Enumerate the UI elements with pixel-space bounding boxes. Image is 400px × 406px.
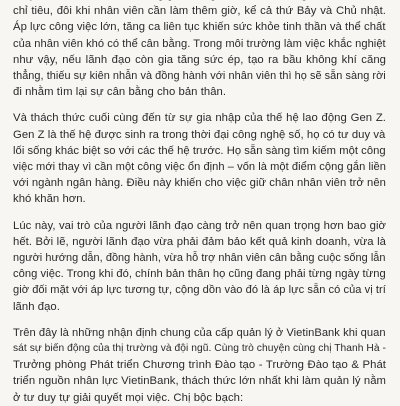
paragraph-spacer (13, 208, 386, 218)
text-line: người hướng dẫn, đồng hành, vừa hỗ trợ nhân viên cân bằng cuộc sống lẫn (13, 252, 386, 265)
text-line: sát sự biến động của thị trường và đội ngũ. Cùng trò chuyện cùng chị Thanh Hà - (13, 343, 386, 355)
paragraph-leader-role (13, 218, 386, 315)
text-line: Trên đây là những nhận định chung của cấp quản lý ở VietinBank khi quan (13, 326, 386, 339)
text-line: với ngành ngân hàng. Điều này khiến cho việc giữ chân nhân viên trở nên (13, 177, 386, 190)
text-line: chỉ tiêu, đôi khi nhân viên cần làm thêm giờ, kể cả thứ Bảy và Chủ nhật. (13, 5, 386, 18)
paragraph-vietinbank (13, 325, 386, 406)
text-line: thẳng, thiếu sự kiên nhẫn và đồng hành với nhân viên thì họ sẽ sẵn sàng rời (13, 70, 386, 83)
paragraph-spacer (13, 315, 386, 325)
paragraph-gen-z (13, 110, 386, 207)
text-line: Áp lực công việc lớn, tăng ca liên tục khiến sức khỏe tinh thần và thể chất (13, 21, 386, 34)
text-line: lãnh đạo. (13, 300, 60, 313)
paragraph-spacer (13, 100, 386, 110)
text-line: Và thách thức cuối cùng đến từ sự gia nhập của thế hệ lao động Gen Z. (13, 112, 386, 125)
text-line: đi nhằm tìm lại sự cân bằng cho bản thân. (13, 86, 227, 99)
text-line: Trưởng phòng Phát triển Chương trình Đào tạo - Trường Đào tạo & Phát (13, 359, 386, 372)
text-line: hết. Bởi lẽ, người lãnh đạo vừa phải đảm bảo kết quả kinh doanh, vừa là (13, 235, 386, 248)
text-line: khó khăn hơn. (13, 193, 86, 206)
text-line: việc mới thay vì cần một công việc ổn định – vốn là một điểm cộng gắn liền (13, 161, 386, 174)
text-line: của nhân viên khó có thể cân bằng. Trong môi trường làm việc khắc nghiệt (13, 37, 386, 50)
text-line: Lúc này, vai trò của người lãnh đạo càng trở nên quan trọng hơn bao giờ (13, 219, 386, 232)
text-line: Gen Z là thế hệ được sinh ra trong thời đại công nghệ số, họ có tư duy và (13, 128, 386, 141)
text-line: giờ đối mặt với áp lực tương tự, cộng dồn vào đó là áp lực sẵn có của vị trí (13, 284, 386, 297)
text-line: lối sống khác biệt so với các thế hệ trước. Họ sẵn sàng tìm kiếm một công (13, 144, 386, 157)
text-line: như vậy, nếu lãnh đạo còn gia tăng sức ép, tạo ra bầu không khí căng (13, 53, 386, 66)
text-line: ở tư duy tự giải quyết mọi việc. Chị bộc bạch: (13, 391, 244, 404)
paragraph-work-life-balance (13, 0, 386, 100)
text-line: triển nguồn nhân lực VietinBank, thách thức lớn nhất khi làm quản lý nằm (13, 375, 386, 388)
text-line: công việc. Trong khi đó, chính bản thân họ cũng đang phải từng ngày từng (13, 268, 386, 281)
